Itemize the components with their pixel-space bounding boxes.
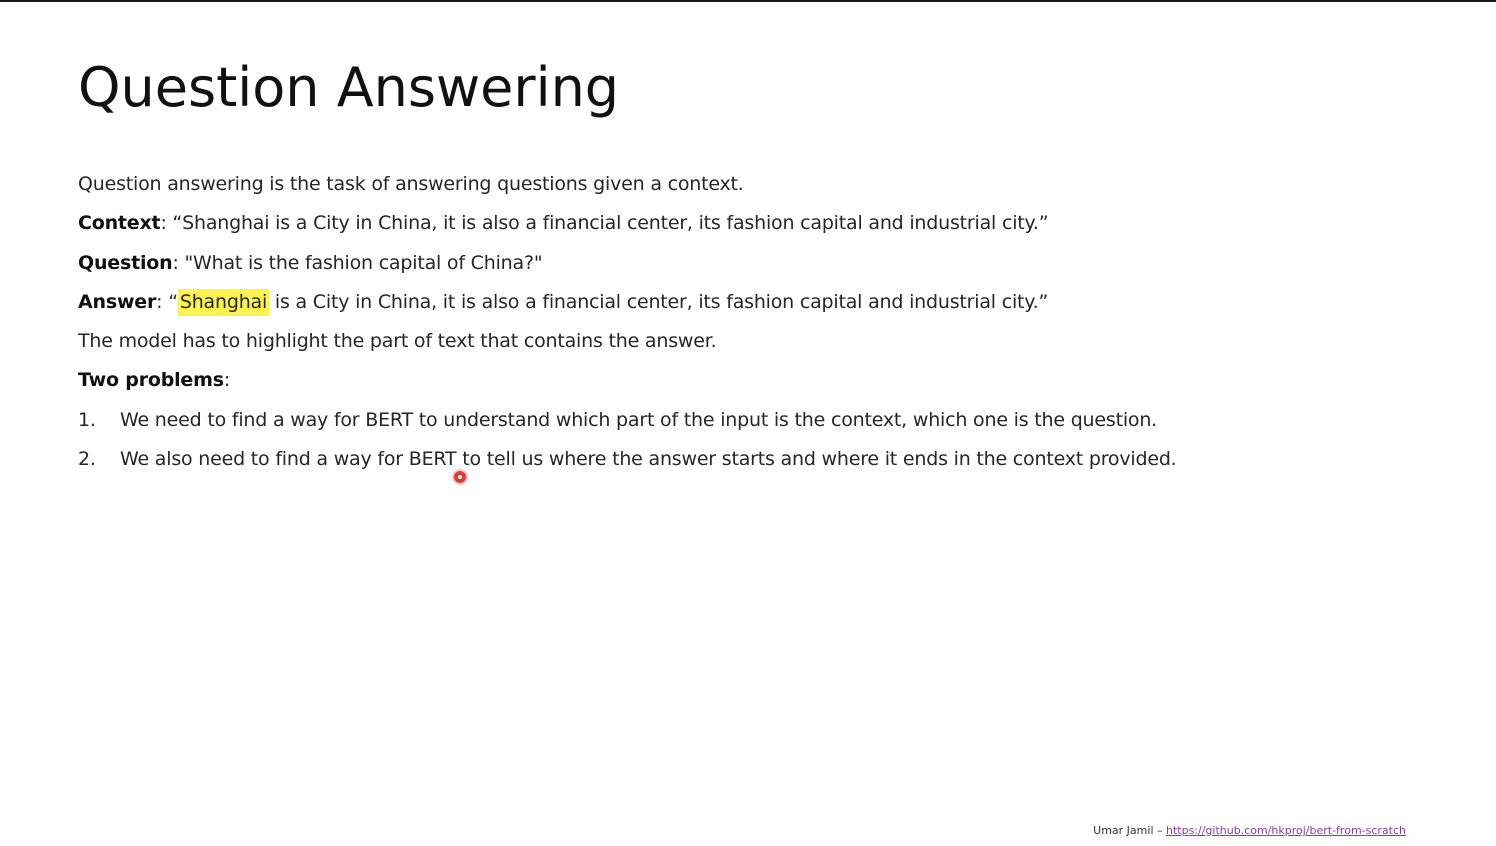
top-border — [0, 0, 1496, 2]
intro-text: Question answering is the task of answering questions given a context. — [78, 173, 744, 195]
context-text: : “Shanghai is a City in China, it is also a financial center, its fashion capital and industrial city.” — [160, 212, 1049, 235]
answer-line — [78, 288, 1458, 316]
question-text: : "What is the fashion capital of China?" — [172, 251, 543, 274]
context-line — [78, 209, 1458, 237]
pointer-cursor-icon — [454, 471, 466, 483]
slide-body — [78, 170, 1458, 484]
answer-label: Answer — [78, 290, 157, 313]
problem-text: We need to find a way for BERT to understand which part of the input is the context, which one is the question. — [120, 408, 1158, 431]
problems-label: Two problems — [78, 369, 224, 392]
problem-text: We also need to find a way for BERT to tell us where the answer starts and where it ends in the context provided. — [120, 448, 1177, 471]
slide-title: Question Answering — [78, 56, 620, 119]
problem-item — [78, 406, 1458, 434]
problem-item — [78, 445, 1458, 473]
model-note: The model has to highlight the part of text that contains the answer. — [78, 330, 717, 353]
answer-rest: is a City in China, it is also a financial center, its fashion capital and industrial city.” — [269, 290, 1049, 313]
footer-author: Umar Jamil – — [1093, 824, 1166, 837]
problems-heading — [78, 366, 1458, 394]
problem-number: 1. — [78, 408, 96, 431]
context-label: Context — [78, 212, 161, 235]
question-line — [78, 249, 1458, 277]
answer-open-quote: : “ — [156, 290, 178, 313]
repo-link[interactable]: https://github.com/hkproj/bert-from-scratch — [1166, 824, 1406, 837]
answer-highlight: Shanghai — [178, 289, 269, 316]
footer-credit — [1093, 824, 1406, 837]
problem-number: 2. — [78, 448, 96, 471]
problems-colon: : — [223, 369, 231, 392]
question-label: Question — [78, 251, 173, 274]
